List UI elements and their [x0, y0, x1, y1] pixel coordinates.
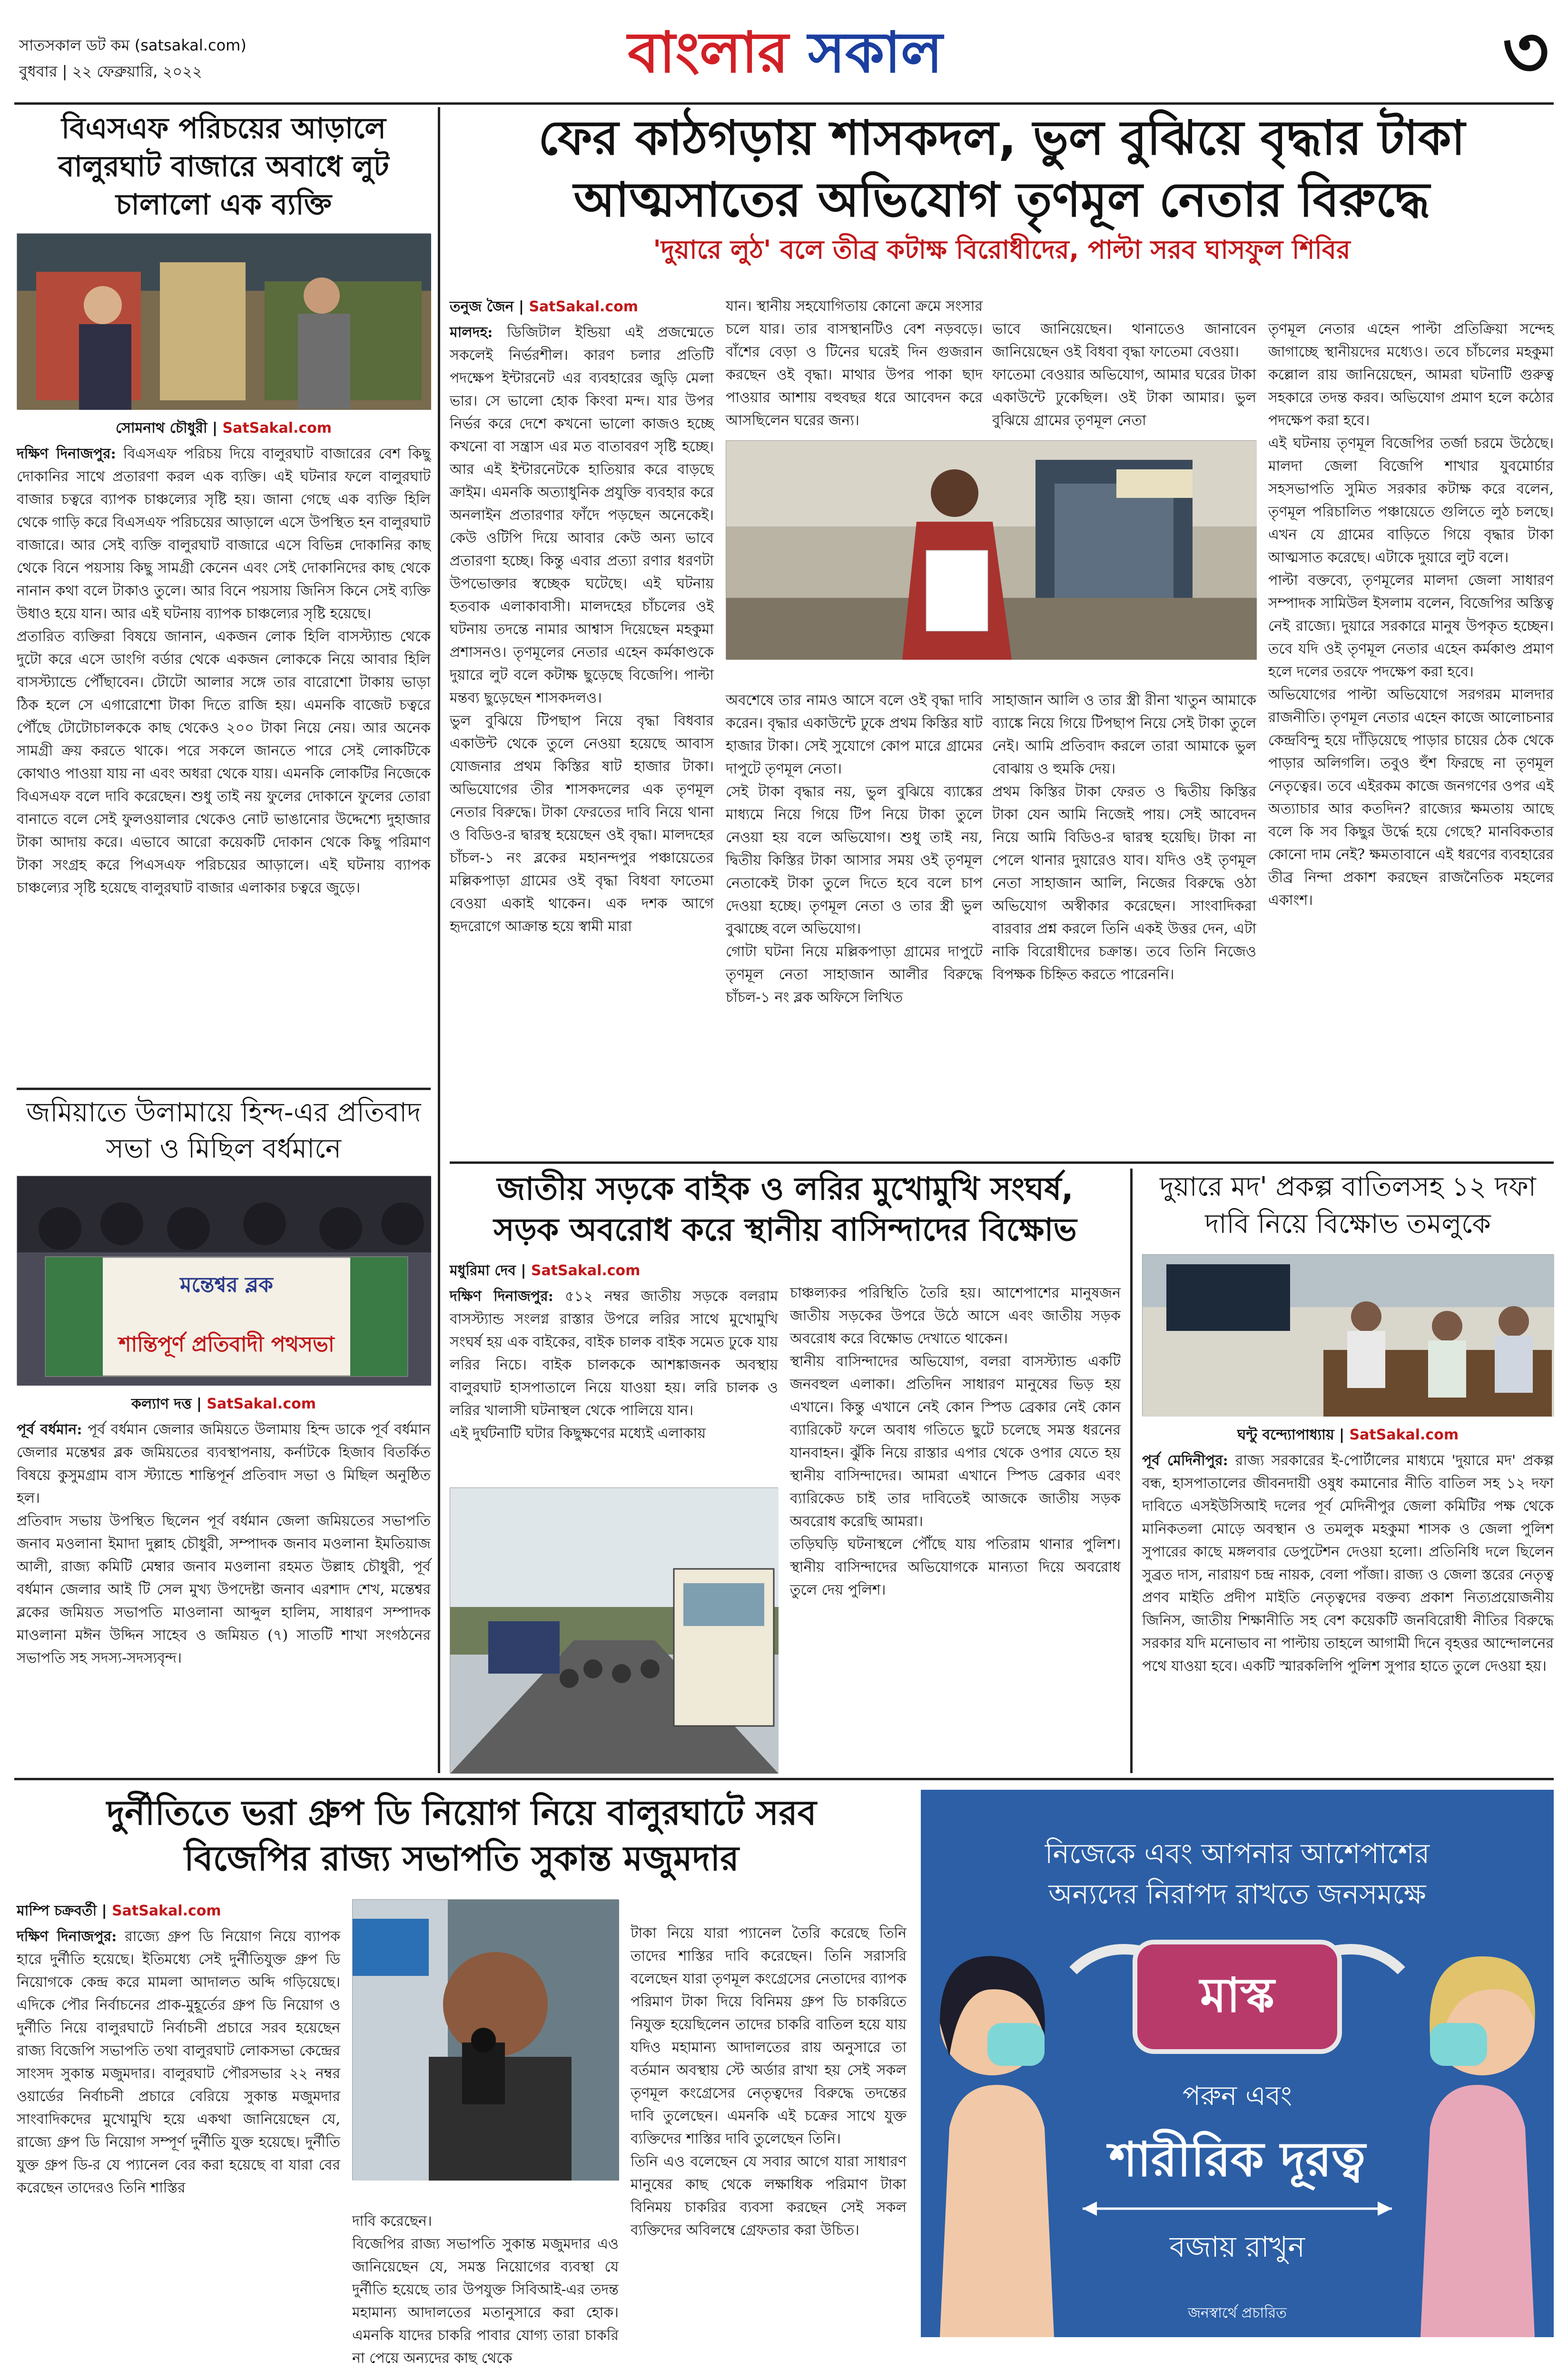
lead-col3b-body — [992, 666, 1256, 1157]
jamiat-byline: কল্যাণ দত্ত | SatSakal.com — [131, 1396, 316, 1412]
bike-byline-site: SatSakal.com — [531, 1262, 641, 1279]
lead-col3a-body — [992, 295, 1256, 433]
mask-word: মাস্ক — [1200, 1967, 1275, 2023]
duare-office-photo — [1142, 1254, 1554, 1416]
group-d-speaker-photo — [352, 1899, 619, 2180]
lead-col3b-text: সাহাজান আলি ও তার স্ত্রী রীনা খাতুন আমাকে ব্যাঙ্কে নিয়ে গিয়ে টিপছাপ নিয়ে সেই টাকা তুলে নেই। আমি প্রতিবাদ করলে তারা আমাকে ভুল বোঝায় ও হুমকি দেয়। প্রথম কিস্তির টাকা ফেরত ও দ্বিতীয় কিস্তির টাকা যেন আমি নিজেই পায়। সেই আবেদন নিয়ে আমি বিডিও-র দ্বারস্থ হয়েছি। টাকা না পেলে থানার দুয়ারেও যাব। যদিও ওই তৃণমূল নেতা সাহাজান আলি, নিজের বিরুদ্ধে ওঠা অভিযোগ অস্বীকার করেছেন। সাংবাদিকরা বারবার প্রশ্ন করলে তিনি একই উত্তর দেন, এটা নাকি বিরোধীদের চক্রান্ত। তবে তিনি নিজেও বিপক্ষক চিহ্নিত করতে পারেননি। — [992, 692, 1256, 983]
duare-headline: দুয়ারে মদ' প্রকল্প বাতিলসহ ১২ দফা দাবি নিয়ে বিক্ষোভ তমলুকে — [1160, 1171, 1536, 1240]
group-d-place: দক্ষিণ দিনাজপুর: — [17, 1928, 117, 1945]
lead-woman-photo — [726, 440, 1256, 659]
bike-place: দক্ষিণ দিনাজপুর: — [450, 1288, 553, 1305]
duare-byline-name: ঘন্টু বন্দ্যোপাধ্যায় — [1237, 1427, 1334, 1443]
bsf-body — [17, 443, 431, 1104]
lead-col2a-text: যান। স্থানীয় সহযোগিতায় কোনো ক্রমে সংসার চলে যার। তার বাসস্থানটিও বেশ নড়বড়ে। বাঁশের বেড়া ও টিনের ঘরেই দিন গুজরান করছেন ওই বৃদ্ধা। মাথার উপর পাকা ছাদ পাওয়ার আশায় বহুবছর ধরে আবেদন করে আসছিলেন ঘরের জন্য। — [726, 298, 983, 429]
jamiat-byline-name: কল্যাণ দত্ত — [131, 1396, 192, 1412]
group-d-headline-line-2: বিজেপির রাজ্য সভাপতি সুকান্ত মজুমদার — [184, 1838, 739, 1878]
lead-headline-line-2: আত্মসাতের অভিযোগ তৃণমূল নেতার বিরুদ্ধে — [573, 172, 1430, 228]
lead-subhead: 'দুয়ারে লুঠ' বলে তীব্র কটাক্ষ বিরোধীদের, পাল্টা সরব ঘাসফুল শিবির — [653, 235, 1351, 265]
jamiat-place: পূর্ব বর্ধমান: — [17, 1421, 82, 1438]
distance-word: শারীরিক দূরত্ব — [1109, 2132, 1366, 2187]
lead-col2b-text: অবশেষে তার নামও আসে বলে ওই বৃদ্ধা দাবি করেন। বৃদ্ধার একাউন্টে ঢুকে প্রথম কিস্তির ষাট হাজার টাকা। সেই সুযোগে কোপ মারে গ্রামের দাপুটে তৃণমূল নেতা। সেই টাকা বৃদ্ধার নয়, ভুল বুঝিয়ে ব্যাঙ্কের মাধ্যমে নিয়ে গিয়ে টিপ নিয়ে টাকা তুলে নেওয়া হয় বলে অভিযোগ। শুধু তাই নয়, দ্বিতীয় কিস্তির টাকা আসার সময় ওই তৃণমূল নেতাকেই টাকা তুলে দিতে হবে বলে চাপ দেওয়া হচ্ছে। তৃণমূল নেতা ও তার স্ত্রী ভুল বুঝাচ্ছে বলে অভিযোগ। গোটা ঘটনা নিয়ে মল্লিকপাড়া গ্রামের দাপুটে তৃণমূল নেতা সাহাজান আলীর বিরুদ্ধে চাঁচল-১ নং ব্লক অফিসে লিখিত — [726, 692, 983, 1006]
bsf-article — [17, 107, 431, 1083]
mask-ad — [921, 1790, 1554, 2337]
lead-bottom-rule — [450, 1161, 1554, 1164]
group-d-col3-body — [631, 1899, 907, 2337]
lead-col3a-text: ভাবে জানিয়েছেন। থানাতেও জানাবেন জানিয়েছেন ওই বিধবা বৃদ্ধা ফাতেমা বেওয়া। ফাতেমা বেওয়ার অভিযোগ, আমার ঘরের টাকা একাউন্টে ঢুকেছিল। ওই টাকা আমার। ভুল বুঝিয়ে গ্রামের তৃণমূল নেতা — [992, 321, 1256, 429]
jamiat-body-text: পূর্ব বর্ধমান জেলার জমিয়তে উলামায় হিন্দ ডাকে পূর্ব বর্ধমান জেলার মন্তেশ্বর ব্লক জমিয়তের ব্যবস্থাপনায়, কর্নাটকে হিজাব বিতর্কিত বিষয়ে কুসুমগ্রাম বাস স্ট্যান্ডে শান্তিপূর্ন প্রতিবাদ সভা ও মিছিল অনুষ্ঠিত হল। প্রতিবাদ সভায় উপস্থিত ছিলেন পূর্ব বর্ধমান জেলা জমিয়তের সভাপতি জনাব মওলানা ইমাদা দুল্লাহ চৌধুরী, সম্পাদক জনাব মওলানা ইমতিয়াজ আলী, রাজ্য কমিটি মেম্বার জনাব মওলানা রহমত উল্লাহ চৌধুরী, পূর্ব বর্ধমান জেলার আই টি সেল মুখ্য উপদেষ্টা জনাব এরশাদ শেখ, মন্তেশ্বর ব্লকের জমিয়ত সভাপতি মাওলানা আব্দুল হালিম, সাধারণ সম্পাদক মাওলানা মঈন উদ্দিন সাহেব ও জমিয়ত (৭) সাতটি শাখা সংগঠনের সভাপতি সহ সদস্য-সদস্যবৃন্দ। — [17, 1421, 431, 1666]
group-d-headline-line-1: দুর্নীতিতে ভরা গ্রুপ ডি নিয়োগ নিয়ে বালুরঘাটে সরব — [107, 1793, 817, 1833]
group-d-article — [17, 1790, 907, 2367]
duare-byline: ঘন্টু বন্দ্যোপাধ্যায় | SatSakal.com — [1237, 1427, 1459, 1443]
bsf-body-text: বিএসএফ পরিচয় দিয়ে বালুরঘাট বাজারের বেশ কিছু দোকানির সাথে প্রতারণা করল এক ব্যক্তি। এই ঘটনার ফলে বালুরঘাট বাজার চত্বরে ব্যাপক চাঞ্চল্যের সৃষ্টি হয়। জানা গেছে এক ব্যক্তি হিলি থেকে গাড়ি করে বিএসএফ পরিচয়ের আড়ালে এসে উপস্থিত হন বালুরঘাট বাজারে। আর সেই ব্যক্তি বালুরঘাট বাজারে এসে বিভিন্ন দোকানির কাছ থেকে বিনে পয়সায় কিছু সামগ্রী কেনেন এবং সেই দোকানিদের কাছ থেকে নানান কথা বলে টাকাও তুলে। আর বিনে পয়সায় জিনিস কিনে সেই ব্যক্তি উধাও হয়ে যান। আর এই ঘটনায় ব্যাপক চাঞ্চল্যের সৃষ্টি হয়েছে। প্রতারিত ব্যক্তিরা বিষয়ে জানান, একজন লোক হিলি বাসস্ট্যান্ড থেকে দুটো করে এসে ডাংগি বর্ডার থেকে একজন লোককে নিয়ে আবার হিলি বাসস্ট্যান্ডে পৌঁছাবেন। টোটো আলার সঙ্গে তার বারোশো টাকায় ভাড়া ঠিক হলে সে এগারোশো টাকা দিতে রাজি হয়। এমনকি বাজেট চত্বরে পৌঁছে টোটোচালককে কাছ থেকেও ২০০ টাকা নিয়ে নেয়। আর অনেক সামগ্রী ক্রয় করতে থাকে। পরে সকলে জানতে পারে সেই লোকটিকে কোথাও পাওয়া যায় না এবং অধরা থেকে যায়। এমনকি লোকটির নিজেকে বিএসএফ বলে দাবি করেছেন। শুধু তাই নয় ফুলের দোকানে ফুলের তোরা বানাতে বলে সেই ফুলওয়ালার থেকেও নোট ভাঙানোর উদ্দেশ্যে দুহাজার টাকা আদায় করে। এভাবে আরো কয়েকটি দোকান থেকে কিছু পরিমাণ টাকা সংগ্রহ করে পিএসএফ পরিচয়ের আড়ালে। এই ঘটনায় ব্যাপক চাঞ্চল্যের সৃষ্টি হয়েছে বালুরঘাট বাজার এলাকার চত্বরে জুড়ে। — [17, 446, 431, 896]
bsf-headline: বিএসএফ পরিচয়ের আড়ালে বালুরঘাট বাজারে অবাধে লুট চালালো এক ব্যক্তি — [58, 112, 389, 221]
jamiat-banner-text: শান্তিপূর্ণ প্রতিবাদী পথসভা — [118, 1332, 335, 1357]
bike-col1-text: ৫১২ নম্বর জাতীয় সড়কে বলরাম বাসস্ট্যান্ড সংলগ্ন রাস্তার উপরে লরির সাথে মুখোমুখি সংঘর্ষ হয় এক বাইকের, বাইক চালক বাইক সমেত ঢুকে যায় লরির নিচে। বাইক চালককে আশঙ্কাজনক অবস্থায় বালুরঘাট হাসপাতালে নিয়ে যাওয়া হয়। লরি চালক ও লরির খালাসী ঘটনাস্থল থেকে পালিয়ে যান। এই দুর্ঘটনাটি ঘটার কিছুক্ষণের মধ্যেই এলাকায় — [450, 1288, 778, 1442]
bike-col2-body — [790, 1259, 1121, 1771]
lead-place: মালদহ: — [450, 324, 493, 341]
title-part-2: সকাল — [808, 20, 943, 85]
bsf-byline-name: সোমনাথ চৌধুরী — [115, 420, 207, 436]
lead-col4-text: তৃণমূল নেতার এহেন পাল্টা প্রতিক্রিয়া সন্দেহ জাগাচ্ছে স্থানীয়দের মধ্যেও। তবে চাঁচলের মহকুমা কল্লোল রায় জানিয়েছেন, আমরা ঘটনাটি গুরুত্ব সহকারে তদন্ত করব। অভিযোগ প্রমাণ হলে কঠোর পদক্ষেপ করা হবে। এই ঘটনায় তৃণমূল বিজেপির তর্জা চরমে উঠেছে। মালদা জেলা বিজেপি শাখার যুবমোর্চার সহসভাপতি সুমিত সরকার কটাক্ষ করে বলেন, তৃণমূল পরিচালিত পঞ্চায়েতে গুলিতে লুঠ চলছে। এখন যে গ্রামের বাড়িতে গিয়ে বৃদ্ধার টাকা আত্মসাত করেছে। এটাকে দুয়ারে লুট বলে। পাল্টা বক্তব্যে, তৃণমূলের মালদা জেলা সাধারণ সম্পাদক সামিউল ইসলাম বলেন, বিজেপির অস্তিত্ব নেই রাজ্যে। দুয়ারে সরকারে মানুষ উপকৃত হচ্ছেন। তবে যদি ওই তৃণমূল নেতার এহেন কর্মকাণ্ড প্রমাণ হলে দলের তরফে পদক্ষেপ করা হবে। অভিযোগের পাল্টা অভিযোগে সরগরম মালদার রাজনীতি। তৃণমূল নেতার এহেন কাজে আলোচনার কেন্দ্রবিন্দু হয়ে দাঁড়িয়েছে পাড়ার চায়ের ঠেক থেকে পাড়ার অলিগলি। তবুও হুঁশ ফিরছে না তৃণমূল নেতৃত্বের। তবে এইরকম কাজে জনগণের ওপর এই অত্যাচার আর কতদিন? রাজ্যের ক্ষমতায় আছে বলে কি সব কিছুর উর্দ্ধে হয়ে গেছে? মানবিকতার কোনো দাম নেই? ক্ষমতাবানে এই ধরণের ব্যবহারের তীব্র নিন্দা প্রকাশ করছেন রাজনৈতিক মহলের একাংশ। — [1268, 321, 1554, 909]
ad-line-2: অন্যদের নিরাপদ রাখতে জনসমক্ষে — [1048, 1878, 1426, 1910]
jamiat-byline-site: SatSakal.com — [207, 1396, 316, 1412]
bike-right-rule — [1130, 1169, 1133, 1773]
lead-col1-body — [450, 321, 714, 1159]
jamiat-banner-small: মন্তেশ্বর ব্লক — [180, 1273, 273, 1297]
jamiat-text-block — [17, 1392, 431, 1771]
lead-col2a-body — [726, 295, 983, 433]
jamiat-body — [17, 1418, 431, 1771]
bike-article — [450, 1169, 1121, 1773]
jamiat-headline: জমিয়াতে উলামায়ে হিন্দ-এর প্রতিবাদ সভা ও মিছিল বর্ধমানে — [26, 1097, 421, 1164]
left-rule-1 — [17, 1088, 431, 1090]
bsf-text-block — [17, 416, 431, 1104]
distance-arrow-icon — [1078, 2199, 1397, 2218]
bsf-market-photo — [17, 233, 431, 409]
bsf-byline: সোমনাথ চৌধুরী | SatSakal.com — [115, 420, 332, 436]
left-column-rule — [438, 107, 440, 1773]
ad-line-3: পরুন এবং — [1182, 2081, 1292, 2112]
group-d-col2-body — [352, 2187, 619, 2367]
duare-place: পূর্ব মেদিনীপুর: — [1142, 1452, 1228, 1469]
bike-byline-name: মধুরিমা দেব — [450, 1262, 516, 1279]
bike-headline-line-1: জাতীয় সড়কে বাইক ও লরির মুখোমুখি সংঘর্ষ, — [497, 1170, 1074, 1207]
ad-line-1: নিজেকে এবং আপনার আশেপাশের — [1045, 1837, 1430, 1870]
group-d-byline: মাম্পি চক্রবর্তী | SatSakal.com — [17, 1903, 221, 1919]
bsf-place: দক্ষিণ দিনাজপুর: — [17, 446, 116, 462]
page-number: ৩ — [1502, 11, 1549, 94]
duare-body-text: রাজ্য সরকারের ই-পোর্টালের মাধ্যমে 'দুয়ারে মদ' প্রকল্প বন্ধ, হাসপাতালের জীবনদায়ী ওষুধ কমানোর নীতি বাতিল সহ ১২ দফা দাবিতে এসইউসিআই দলের পূর্ব মেদিনীপুর জেলা কমিটির পক্ষ থেকে মানিকতলা মোড়ে অবস্থান ও তমলুক মহকুমা শাসক ও জেলা পুলিশ সুপারের কাছে মঙ্গলবার ডেপুটেশন দেওয়া হলো। প্রতিনিধি দলে ছিলেন সুব্রত দাস, নারায়ণ চন্দ্র নায়ক, বেলা পাঁজা। রাজ্য ও জেলা স্তরের নেতৃত্ব প্রণব মাইতি প্রদীপ মাইতি নেতৃত্বদের বক্তব্য প্রকাশ নিত্যপ্রয়োজনীয় জিনিস, জাতীয় শিক্ষানীতি সহ বেশ কয়েকটি জনবিরোধী নীতির বিরুদ্ধে সরকার যদি মনোভাব না পাল্টায় তাহলে আগামী দিনে বৃহত্তর আন্দোলনের পথে যাওয়া হবে। একটি স্মারকলিপি পুলিশ সুপার হাতে তুলে দেওয়া হয়। — [1142, 1452, 1554, 1675]
duare-text-block — [1142, 1423, 1554, 1773]
group-d-column-1 — [17, 1899, 340, 2340]
ad-footer: জনস্বার্থে প্রচারিত — [1188, 2305, 1287, 2321]
date-line: বুধবার | ২২ ফেব্রুয়ারি, ২০২২ — [19, 62, 202, 80]
duare-body — [1142, 1449, 1554, 1773]
jamiat-article — [17, 1095, 431, 1771]
bike-road-photo — [450, 1487, 778, 1773]
bike-headline-line-2: সড়ক অবরোধ করে স্থানীয় বাসিন্দাদের বিক্ষোভ — [493, 1211, 1077, 1248]
bottom-section-rule — [14, 1778, 1554, 1780]
lead-byline-name: তনুজ জৈন — [450, 298, 514, 315]
bsf-byline-site: SatSakal.com — [222, 420, 332, 436]
duare-byline-site: SatSakal.com — [1349, 1427, 1459, 1443]
jamiat-rally-photo — [17, 1176, 431, 1385]
lead-headline-line-1: ফের কাঠগড়ায় শাসকদল, ভুল বুঝিয়ে বৃদ্ধার টাকা — [538, 110, 1465, 166]
duare-article — [1142, 1169, 1554, 1773]
bike-col1-body — [450, 1285, 778, 1485]
lead-column-1 — [450, 295, 714, 1157]
lead-col4-body — [1268, 295, 1554, 1157]
masthead — [0, 0, 1568, 102]
site-line: সাতসকাল ডট কম (satsakal.com) — [19, 36, 247, 54]
lead-byline-site: SatSakal.com — [529, 298, 639, 315]
newspaper-title — [595, 19, 976, 86]
bike-column-1 — [450, 1259, 778, 1485]
title-part-1: বাংলার — [628, 20, 789, 85]
masthead-rule — [14, 102, 1554, 105]
bike-col2-text: চাঞ্চল্যকর পরিস্থিতি তৈরি হয়। আশেপাশের মানুষজন জাতীয় সড়কের উপরে উঠে আসে এবং জাতীয় সড়ক অবরোধ করে বিক্ষোভ দেখাতে থাকেন। স্থানীয় বাসিন্দাদের অভিযোগ, বলরা বাসস্ট্যান্ড একটি জনবহুল এলাকা। প্রতিদিন সাধারণ মানুষের ভিড় হয় এখানে। কিন্তু এখানে নেই কোন স্পিড ব্রেকার নেই কোন ব্যারিকেট ফলে অবাধ গতিতে ছুটে চলেছে সমস্ত ধরনের যানবাহন। ঝুঁকি নিয়ে রাস্তার এপার থেকে ওপার যেতে হয় স্থানীয় বাসিন্দাদের। আমরা এখানে স্পিড ব্রেকার এবং ব্যারিকেড চাই তার দাবিতেই আজকে জাতীয় সড়ক অবরোধ করেছি আমরা। তড়িঘড়ি ঘটনাস্থলে পৌঁছে যায় পতিরাম থানার পুলিশ। স্থানীয় বাসিন্দাদের অভিযোগকে মান্যতা দিয়ে অবরোধ তুলে দেয় পুলিশ। — [790, 1285, 1121, 1598]
group-d-col1-text: রাজ্যে গ্রুপ ডি নিয়োগ নিয়ে ব্যাপক হারে দুর্নীতি হয়েছে। ইতিমধ্যে সেই দুর্নীতিযুক্ত গ্রুপ ডি নিয়োগকে কেন্দ্র করে মামলা আদালত অব্দি গড়িয়েছে। এদিকে পৌর নির্বাচনের প্রাক-মুহূর্তের গ্রুপ ডি নিয়োগ ও দুর্নীতি নিয়ে বালুরঘাটে নির্বাচনী প্রচারে সরব হয়েছেন রাজ্য বিজেপি সভাপতি তথা বালুরঘাট লোকসভা কেন্দ্রের সাংসদ সুকান্ত মজুমদার। বালুরঘাট পৌরসভার ২২ নম্বর ওয়ার্ডের নির্বাচনী প্রচারে বেরিয়ে সুকান্ত মজুমদার সাংবাদিকদের মুখোমুখি হয়ে একথা জানিয়েছেন যে, রাজ্যে গ্রুপ ডি নিয়োগ সম্পূর্ণ দুর্নীতি যুক্ত হয়েছে। দুর্নীতি যুক্ত গ্রুপ ডি-র যে প্যানেল বের করা হয়েছে বা যারা বের করেছেন তাদেরও তিনি শাস্তির — [17, 1928, 341, 2196]
group-d-col3-text: টাকা নিয়ে যারা প্যানেল তৈরি করেছে তিনি তাদের শাস্তির দাবি করেছেন। তিনি সরাসরি বলেছেন যারা তৃণমূল কংগ্রেসের নেতাদের ব্যাপক পরিমাণ টাকা দিয়ে বিনিময় গ্রুপ ডি চাকরিতে নিযুক্ত হয়েছিলেন তাদের চাকরি বাতিল হয়ে যায় যদিও মহামান্য আদালতের রায় অনুসারে তা বর্তমান অবস্থায় স্টে অর্ডার রাখা হয় সেই সকল তৃণমূল কংগ্রেসের নেতৃত্বদের বিরুদ্ধে তদন্তের দাবি তুলেছেন। এমনকি এই চক্রের সাথে যুক্ত ব্যক্তিদের শাস্তির দাবি তুলেছেন তিনি। তিনি এও বলেছেন যে সবার আগে যারা সাধারণ মানুষের কাছ থেকে লক্ষাধিক পরিমাণ টাকা বিনিময় চাকরির ব্যবসা করছেন সেই সকল ব্যক্তিদের অবিলম্বে গ্রেফতার করা উচিত। — [631, 1925, 907, 2239]
group-d-byline-name: মাম্পি চক্রবর্তী — [17, 1903, 97, 1919]
group-d-col1-body — [17, 1925, 340, 2340]
lead-byline: তনুজ জৈন | SatSakal.com — [450, 298, 639, 315]
group-d-byline-site: SatSakal.com — [112, 1903, 221, 1919]
bike-byline: মধুরিমা দেব | SatSakal.com — [450, 1262, 641, 1279]
ad-line-4: বজায় রাখুন — [1169, 2231, 1305, 2264]
lead-col1-text: ডিজিটাল ইন্ডিয়া এই প্রজন্মেতে সকলেই নির্ভরশীল। কারণ চলার প্রতিটি পদক্ষেপ ইন্টারনেট এর ব্যবহারের জুড়ি মেলা ভার। সে ভালো হোক কিংবা মন্দ। যার উপর নির্ভর করে দেশে কখনো ভালো কাজও হচ্ছে কখনো বা সন্ত্রাস এর মত বাতাবরণ সৃষ্টি হচ্ছে। আর এই ইন্টারনেটকে হাতিয়ার করে বাড়ছে ক্রাইম। এমনকি অত্যাধুনিক প্রযুক্তি ব্যবহার করে অনলাইন প্রতারণার ফাঁদে পড়ছেন অনেকেই। কেউ ওটিপি দিয়ে আবার কেউ অন্য ভাবে প্রতারণা হচ্ছে। কিন্তু এবার প্রত্যা রণার ধরণটা উপভোক্তার স্বচ্ছেক ঘটেছে। এই ঘটনায় হতবাক এলাকাবাসী। মালদহের চাঁচলের ওই ঘটনায় তদন্তে নামার আশ্বাস দিয়েছেন মহকুমা প্রশাসনও। তৃণমূলের নেতার এহেন কর্মকাণ্ডকে দুয়ারে লুট বলে কটাক্ষ ছুড়েছে বিজেপি। পাল্টা মন্তব্য ছুড়েছেন শাসকদলও। ভুল বুঝিয়ে টিপছাপ নিয়ে বৃদ্ধা বিধবার একাউন্ট থেকে তুলে নেওয়া হয়েছে আবাস যোজনার প্রথম কিস্তির ষাট হাজার টাকা। অভিযোগের তীর শাসকদলের এক তৃণমূল নেতার বিরুদ্ধে। টাকা ফেরতের দাবি নিয়ে থানা ও বিডিও-র দ্বারস্থ হয়েছেন ওই বৃদ্ধা। মালদহের চাঁচল-১ নং ব্লকের মহানন্দপুর পঞ্চায়েতের মল্লিকপাড়া গ্রামের ওই বৃদ্ধা বিধবা ফাতেমা বেওয়া একাই থাকেন। এক দশক আগে হৃদরোগে আক্রান্ত হয়ে স্বামী মারা — [450, 324, 714, 935]
lead-article — [450, 107, 1554, 1159]
group-d-col2-text: দাবি করেছেন। বিজেপির রাজ্য সভাপতি সুকান্ত মজুমদার এও জানিয়েছেন যে, সমস্ত নিয়োগের ব্যবস্থা যে দুর্নীতি হয়েছে তার উপযুক্ত সিবিআই-এর তদন্ত মহামান্য আদালতের মতানুসারে করা হোক। এমনকি যাদের চাকরি পাবার যোগ্য তারা চাকরি না পেয়ে অন্যদের কাছ থেকে — [352, 2213, 619, 2367]
lead-col2b-body — [726, 666, 983, 1157]
